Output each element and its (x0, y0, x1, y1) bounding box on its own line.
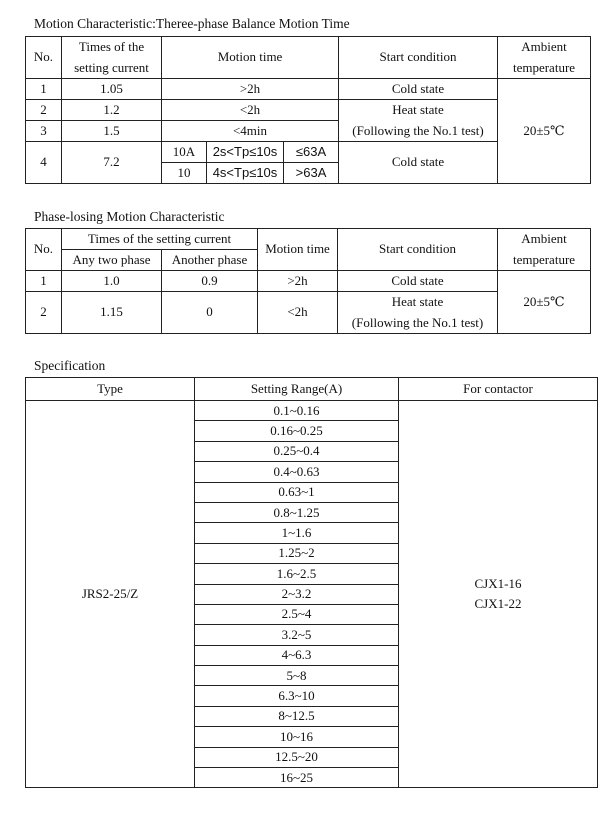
contactor-line2: CJX1-22 (474, 596, 522, 612)
table-row (26, 79, 591, 100)
table-header-row (26, 229, 591, 250)
setting-range-cell: 5~8 (195, 666, 399, 686)
spec-type: JRS2-25/Z (26, 401, 195, 788)
header-ambient (498, 229, 591, 271)
sub-time: 4s<Tp≤10s (207, 163, 284, 184)
header-ambient-line1: Ambient (521, 39, 567, 55)
specification-table (25, 377, 598, 788)
row-no: 1 (26, 79, 62, 100)
header-ambient (498, 37, 591, 79)
row-start-condition: Cold state (338, 271, 498, 292)
motion-characteristic-table (25, 36, 591, 184)
header-no: No. (26, 37, 62, 79)
header-type: Type (26, 378, 195, 401)
header-times (62, 37, 162, 79)
start-heat-line2: (Following the No.1 test) (351, 314, 484, 330)
table-row (26, 401, 598, 421)
spec-contactor (399, 401, 598, 788)
setting-range-cell: 8~12.5 (195, 706, 399, 726)
row-start-condition: Cold state (339, 142, 498, 184)
setting-range-cell: 3.2~5 (195, 625, 399, 645)
motion-section-title: Motion Characteristic:Theree-phase Balance Motion Time (34, 16, 350, 31)
table-header-row (26, 37, 591, 79)
phase-losing-table (25, 228, 591, 334)
setting-range-cell: 1~1.6 (195, 523, 399, 543)
header-times: Times of the setting current (62, 229, 258, 250)
row-no: 3 (26, 121, 62, 142)
row-motion-time: >2h (258, 271, 338, 292)
contactor-line1: CJX1-16 (474, 576, 522, 592)
row-start-condition-heat (338, 292, 498, 334)
header-ambient-line2: temperature (512, 59, 576, 75)
row-no: 2 (26, 100, 62, 121)
row-motion-time: >2h (162, 79, 339, 100)
setting-range-cell: 0.25~0.4 (195, 441, 399, 461)
setting-range-cell: 10~16 (195, 727, 399, 747)
row-any-two: 1.0 (62, 271, 162, 292)
ambient-temperature: 20±5℃ (498, 271, 591, 334)
sub-current: 10A (162, 142, 207, 163)
start-heat-line1: Heat state (392, 102, 444, 118)
ambient-temperature: 20±5℃ (498, 79, 591, 184)
header-for-contactor: For contactor (399, 378, 598, 401)
row-another: 0.9 (162, 271, 258, 292)
header-setting-range: Setting Range(A) (195, 378, 399, 401)
setting-range-cell: 0.4~0.63 (195, 462, 399, 482)
setting-range-cell: 0.16~0.25 (195, 421, 399, 441)
header-no: No. (26, 229, 62, 271)
row-times: 1.05 (62, 79, 162, 100)
row-start-condition: Cold state (339, 79, 498, 100)
setting-range-cell: 6.3~10 (195, 686, 399, 706)
setting-range-cell: 2~3.2 (195, 584, 399, 604)
row-any-two: 1.15 (62, 292, 162, 334)
header-times-line2: setting current (74, 59, 149, 75)
header-another-phase: Another phase (162, 250, 258, 271)
row-motion-time: <2h (162, 100, 339, 121)
setting-range-cell: 16~25 (195, 768, 399, 788)
row-no: 1 (26, 271, 62, 292)
row-start-condition-heat (339, 100, 498, 142)
setting-range-cell: 2.5~4 (195, 604, 399, 624)
header-ambient-line1: Ambient (521, 231, 567, 247)
row-another: 0 (162, 292, 258, 334)
row-motion-time: <4min (162, 121, 339, 142)
setting-range-cell: 0.63~1 (195, 482, 399, 502)
row-no: 2 (26, 292, 62, 334)
row-times: 1.2 (62, 100, 162, 121)
sub-time: 2s<Tp≤10s (207, 142, 284, 163)
setting-range-cell: 0.1~0.16 (195, 401, 399, 421)
setting-range-cell: 1.25~2 (195, 543, 399, 563)
sub-current: 10 (162, 163, 207, 184)
row-times: 7.2 (62, 142, 162, 184)
header-start-condition: Start condition (339, 37, 498, 79)
row-no: 4 (26, 142, 62, 184)
header-any-two-phase: Any two phase (62, 250, 162, 271)
table-row (26, 271, 591, 292)
row-motion-time: <2h (258, 292, 338, 334)
specification-section-title: Specification (34, 358, 106, 373)
sub-limit: >63A (284, 163, 339, 184)
start-heat-line2: (Following the No.1 test) (352, 122, 484, 138)
start-heat-line1: Heat state (391, 294, 444, 310)
header-times-line1: Times of the (78, 39, 145, 55)
header-ambient-line2: temperature (512, 251, 576, 267)
phase-losing-section-title: Phase-losing Motion Characteristic (34, 209, 225, 224)
setting-range-cell: 1.6~2.5 (195, 564, 399, 584)
header-motion-time: Motion time (258, 229, 338, 271)
table-header-row (26, 378, 598, 401)
setting-range-cell: 12.5~20 (195, 747, 399, 767)
row-times: 1.5 (62, 121, 162, 142)
setting-range-cell: 4~6.3 (195, 645, 399, 665)
sub-limit: ≤63A (284, 142, 339, 163)
header-motion-time: Motion time (162, 37, 339, 79)
header-start-condition: Start condition (338, 229, 498, 271)
setting-range-cell: 0.8~1.25 (195, 502, 399, 522)
